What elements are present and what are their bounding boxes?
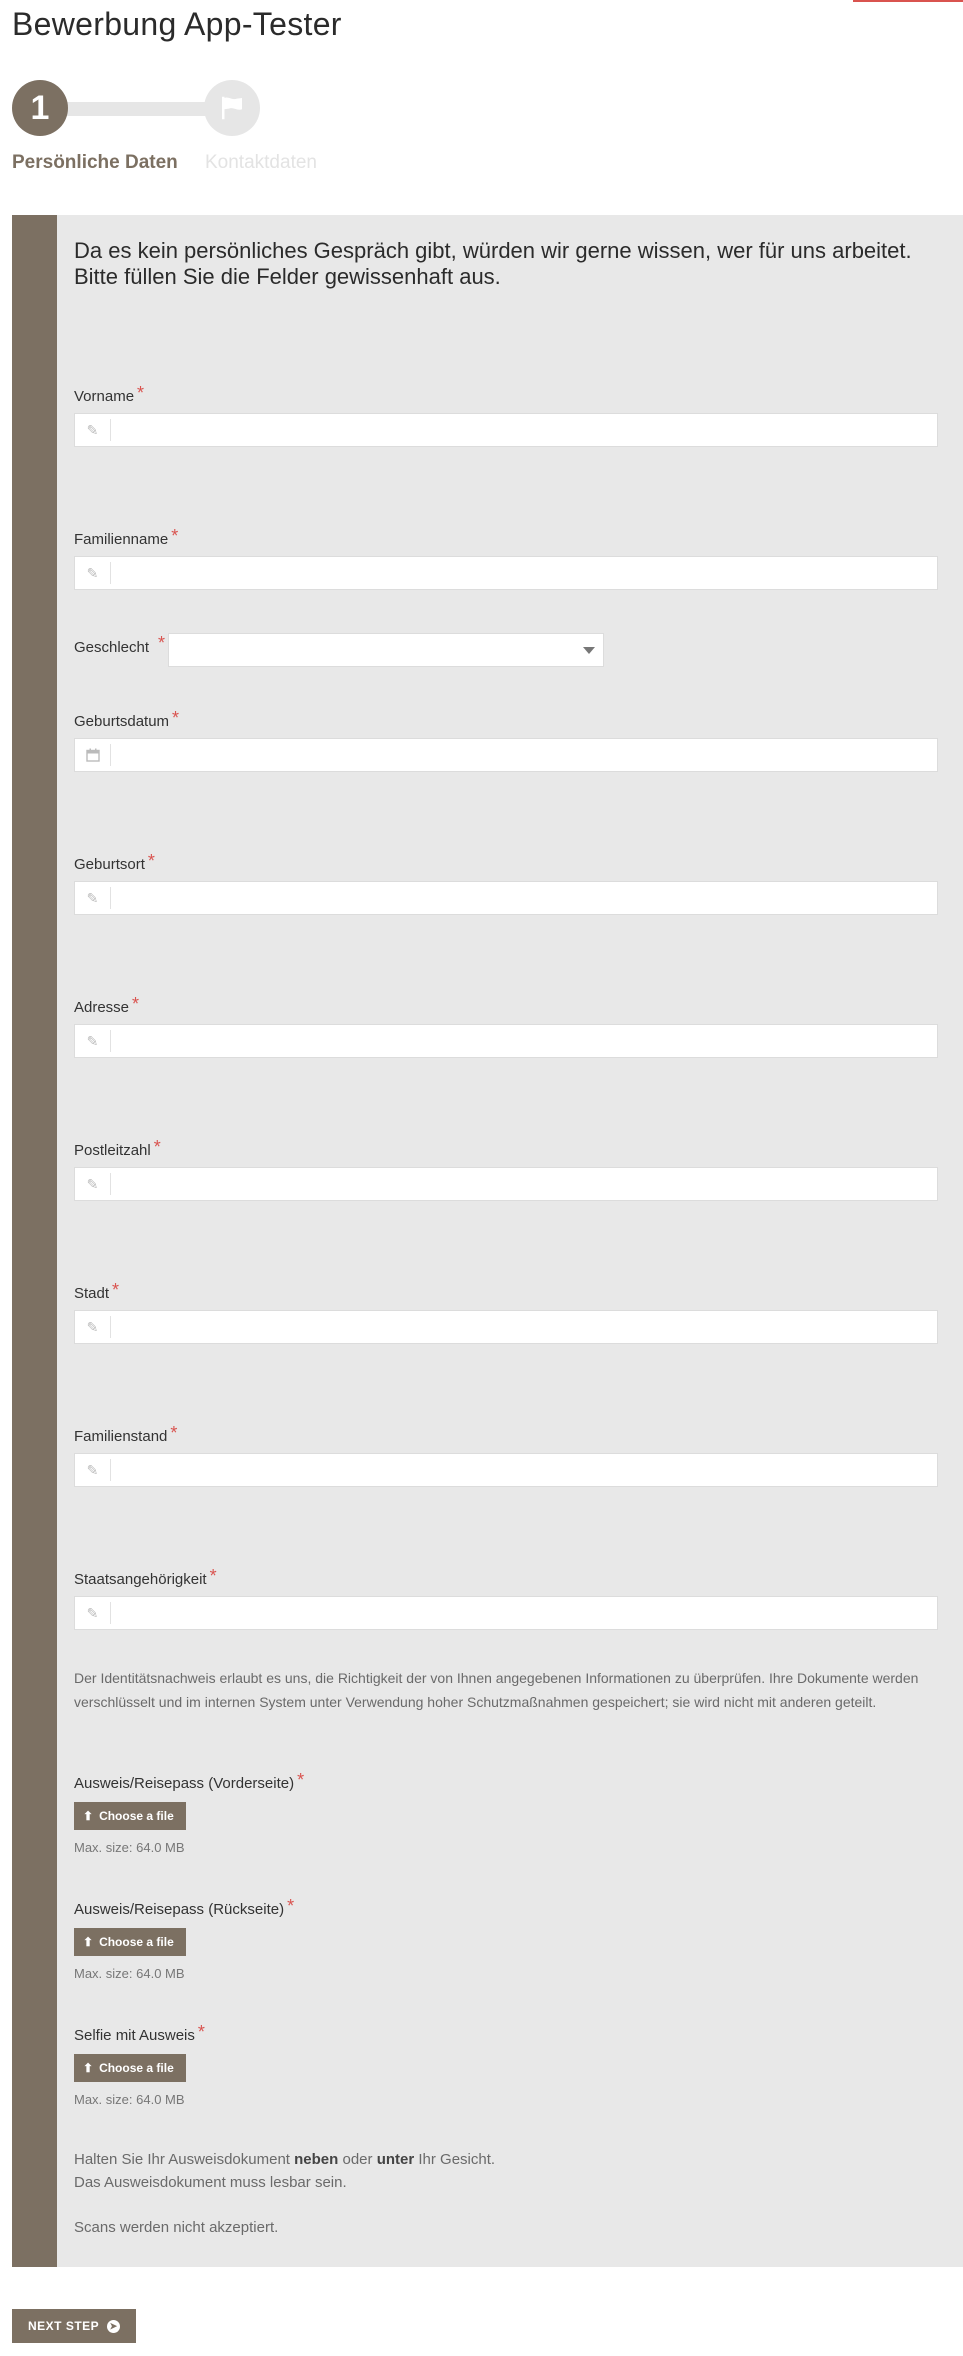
stadt-input[interactable] (111, 1311, 937, 1343)
geburtsdatum-label: Geburtsdatum (74, 713, 170, 730)
geburtsort-input[interactable] (111, 882, 937, 914)
required-marker: * (132, 994, 140, 1014)
familienname-input[interactable] (111, 557, 937, 589)
field-adresse (74, 994, 938, 1049)
pencil-icon: ✎ (75, 1173, 111, 1195)
geburtsort-input-wrap (74, 881, 938, 915)
form-intro: Da es kein persönliches Gespräch gibt, würden wir gerne wissen, wer für uns arbeitet. Bitte füllen Sie die Felder gewissenhaft aus. (74, 238, 912, 289)
pencil-icon: ✎ (75, 1602, 111, 1624)
familienname-label: Familienname (74, 531, 169, 548)
instruction-line-2: Das Ausweisdokument muss lesbar sein. (74, 2174, 347, 2191)
instruction-emphasis: neben (294, 2151, 339, 2168)
selfie-instructions (74, 2148, 938, 2239)
upload-selfie-label: Selfie mit Ausweis (74, 2027, 195, 2044)
required-marker: * (197, 2022, 205, 2042)
upload-back-button-label: Choose a file (99, 1935, 174, 1949)
geburtsdatum-input[interactable] (111, 739, 937, 771)
upload-selfie-button[interactable] (74, 2054, 186, 2082)
upload-selfie-max-size: Max. size: 64.0 MB (74, 2092, 185, 2107)
upload-selfie (74, 2022, 938, 2112)
field-staatsangehoerigkeit (74, 1566, 938, 1621)
adresse-input-wrap (74, 1024, 938, 1058)
geburtsdatum-input-wrap (74, 738, 938, 772)
upload-front-button-label: Choose a file (99, 1809, 174, 1823)
upload-back-button[interactable] (74, 1928, 186, 1956)
pencil-icon: ✎ (75, 1030, 111, 1052)
instruction-text: oder (342, 2151, 373, 2168)
field-postleitzahl (74, 1137, 938, 1192)
postleitzahl-label: Postleitzahl (74, 1142, 151, 1159)
stadt-input-wrap (74, 1310, 938, 1344)
upload-back-max-size: Max. size: 64.0 MB (74, 1966, 185, 1981)
step-2-circle[interactable] (204, 80, 260, 136)
vorname-input[interactable] (111, 414, 937, 446)
required-marker: * (287, 1896, 295, 1916)
pencil-icon: ✎ (75, 562, 111, 584)
next-step-button[interactable] (12, 2309, 136, 2343)
required-marker: * (147, 851, 155, 871)
required-marker: * (171, 526, 179, 546)
chevron-down-icon (583, 647, 595, 654)
geschlecht-label: Geschlecht (74, 639, 150, 656)
upload-front-button[interactable] (74, 1802, 186, 1830)
required-marker: * (158, 633, 166, 653)
field-geburtsdatum (74, 708, 938, 731)
instruction-text: Ihr Gesicht. (418, 2151, 496, 2168)
instruction-text: Halten Sie Ihr Ausweisdokument (74, 2151, 290, 2168)
upload-front-max-size: Max. size: 64.0 MB (74, 1840, 185, 1855)
field-stadt (74, 1280, 938, 1335)
stepper (12, 80, 332, 180)
required-marker: * (170, 1423, 178, 1443)
step-1-label[interactable]: Persönliche Daten (12, 152, 178, 173)
arrow-right-icon: ➤ (107, 2320, 120, 2333)
required-marker: * (112, 1280, 120, 1300)
field-vorname (74, 383, 938, 438)
instruction-line-3: Scans werden nicht akzeptiert. (74, 2219, 279, 2236)
familienname-input-wrap (74, 556, 938, 590)
adresse-input[interactable] (111, 1025, 937, 1057)
step-2-label[interactable]: Kontaktdaten (205, 152, 317, 173)
field-familienstand (74, 1423, 938, 1478)
staatsangehoerigkeit-label: Staatsangehörigkeit (74, 1571, 207, 1588)
pencil-icon: ✎ (75, 1316, 111, 1338)
staatsangehoerigkeit-input[interactable] (111, 1597, 937, 1629)
familienstand-input[interactable] (111, 1454, 937, 1486)
required-marker: * (172, 708, 180, 728)
top-accent-bar (853, 0, 963, 2)
geburtsort-label: Geburtsort (74, 856, 145, 873)
upload-icon: ⬆ (83, 2061, 94, 2075)
upload-back-label: Ausweis/Reisepass (Rückseite) (74, 1901, 285, 1918)
required-marker: * (209, 1566, 217, 1586)
field-geschlecht (74, 633, 938, 667)
step-1-circle[interactable]: 1 (12, 80, 68, 136)
instruction-line-1 (74, 2148, 938, 2171)
vorname-input-wrap (74, 413, 938, 447)
postleitzahl-input[interactable] (111, 1168, 937, 1200)
upload-front-label: Ausweis/Reisepass (Vorderseite) (74, 1775, 295, 1792)
next-step-label: NEXT STEP (28, 2319, 100, 2333)
field-familienname (74, 526, 938, 581)
pencil-icon: ✎ (75, 419, 111, 441)
familienstand-label: Familienstand (74, 1428, 168, 1445)
pencil-icon: ✎ (75, 887, 111, 909)
form-panel (12, 215, 963, 2267)
upload-selfie-button-label: Choose a file (99, 2061, 174, 2075)
required-marker: * (137, 383, 145, 403)
upload-front (74, 1770, 938, 1860)
upload-icon: ⬆ (83, 1935, 94, 1949)
calendar-icon (75, 744, 111, 766)
required-marker: * (297, 1770, 305, 1790)
panel-side-bar (12, 215, 57, 2267)
staatsangehoerigkeit-input-wrap (74, 1596, 938, 1630)
stadt-label: Stadt (74, 1285, 110, 1302)
upload-back (74, 1896, 938, 1986)
required-marker: * (153, 1137, 161, 1157)
adresse-label: Adresse (74, 999, 130, 1016)
familienstand-input-wrap (74, 1453, 938, 1487)
vorname-label: Vorname (74, 388, 135, 405)
form-content (74, 238, 938, 2236)
page-title: Bewerbung App-Tester (12, 6, 342, 42)
identity-info: Der Identitätsnachweis erlaubt es uns, die Richtigkeit der von Ihnen angegebenen Informationen zu überprüfen. Ihre Dokumente werden verschlüsselt und im internen System unter Verwendung hoher Schutzmaßnahmen gespeichert; sie wird nicht mit anderen geteilt. (74, 1670, 919, 1710)
postleitzahl-input-wrap (74, 1167, 938, 1201)
geschlecht-select[interactable] (168, 633, 604, 667)
field-geburtsort (74, 851, 938, 906)
upload-icon: ⬆ (83, 1809, 94, 1823)
flag-icon (217, 93, 247, 123)
pencil-icon: ✎ (75, 1459, 111, 1481)
instruction-emphasis: unter (376, 2151, 415, 2168)
